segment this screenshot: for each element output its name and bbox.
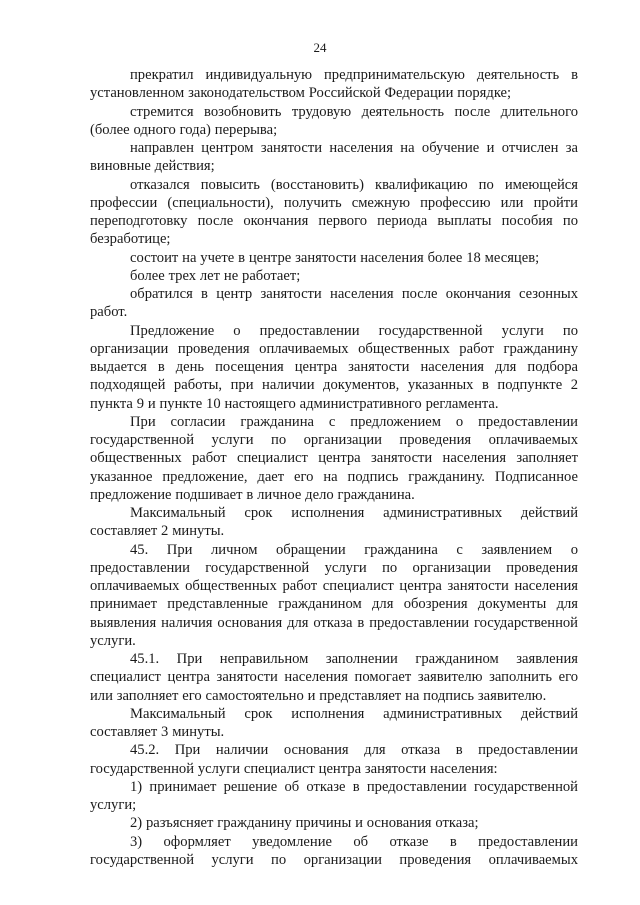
paragraph: 45.1. При неправильном заполнении гражданином заявления специалист центра занятости населения помогает заявителю заполнить его или заполняет его самостоятельно и представляет на подпись заявителю. xyxy=(90,651,578,704)
paragraph: более трех лет не работает; xyxy=(130,267,301,284)
paragraph: При согласии гражданина с предложением о предоставлении государственной услуги по организации проведения оплачиваемых общественных работ специалист центра занятости населения заполняет указанное предложение, дает его на подпись гражданину. Подписанное предложение подшивает в личное дело гражданина. xyxy=(90,413,578,503)
paragraph: отказался повысить (восстановить) квалификацию по имеющейся профессии (специальности), получить смежную профессию или пройти переподготовку после окончания первого периода выплаты пособия по безработице; xyxy=(90,176,578,248)
paragraph: Максимальный срок исполнения административных действий составляет 3 минуты. xyxy=(90,705,578,740)
paragraph: 1) принимает решение об отказе в предоставлении государственной услуги; xyxy=(90,778,578,813)
paragraph: 45.2. При наличии основания для отказа в предоставлении государственной услуги специалист центра занятости населения: xyxy=(90,742,578,777)
paragraph: состоит на учете в центре занятости населения более 18 месяцев; xyxy=(130,249,540,266)
paragraph: Предложение о предоставлении государственной услуги по организации проведения оплачиваемых общественных работ гражданину выдается в день посещения центра занятости населения для подбора подходящей работы, при наличии документов, указанных в подпункте 2 пункта 9 и пункте 10 настоящего административного регламента. xyxy=(90,322,578,412)
document-body xyxy=(90,66,578,869)
paragraph: направлен центром занятости населения на обучение и отчислен за виновные действия; xyxy=(90,140,578,175)
paragraph: обратился в центр занятости населения после окончания сезонных работ. xyxy=(90,286,578,321)
paragraph: прекратил индивидуальную предпринимательскую деятельность в установленном законодательством Российской Федерации порядке; xyxy=(90,67,578,102)
paragraph: Максимальный срок исполнения административных действий составляет 2 минуты. xyxy=(90,505,578,540)
paragraph: 3) оформляет уведомление об отказе в предоставлении государственной услуги по организации проведения оплачиваемых xyxy=(90,833,578,868)
paragraph: 2) разъясняет гражданину причины и основания отказа; xyxy=(130,815,479,832)
page-number: 24 xyxy=(313,40,327,55)
paragraph: стремится возобновить трудовую деятельность после длительного (более одного года) перерыва; xyxy=(90,103,578,138)
paragraph: 45. При личном обращении гражданина с заявлением о предоставлении государственной услуги по организации проведения оплачиваемых общественных работ специалист центра занятости населения принимает представленные гражданином для обозрения документы для выявления наличия основания для отказа в предоставлении государственной услуги. xyxy=(90,541,578,649)
